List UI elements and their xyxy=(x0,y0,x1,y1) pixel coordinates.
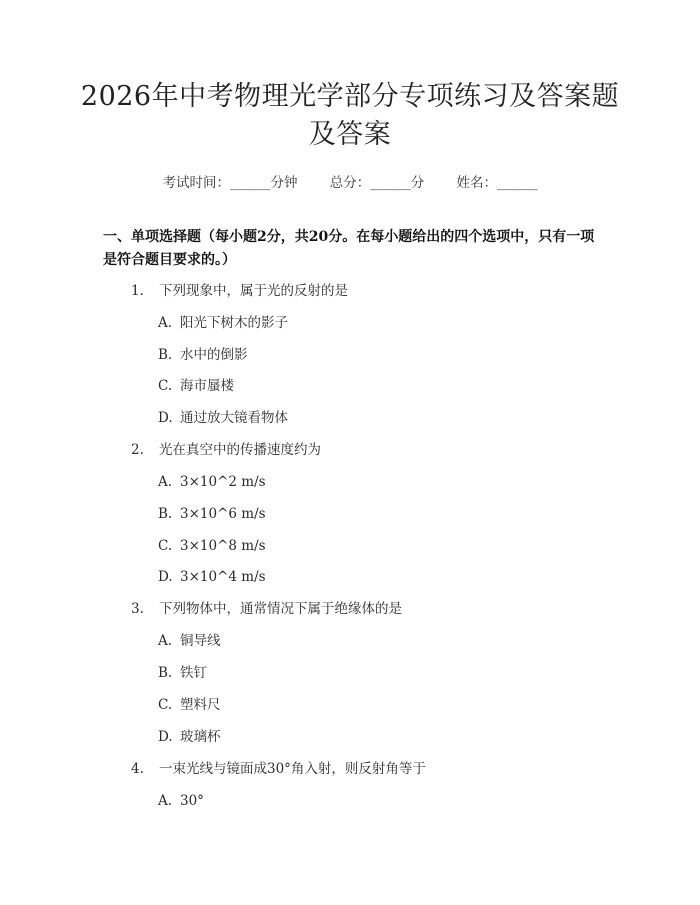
question-text: 下列现象中，属于光的反射的是 xyxy=(159,283,348,299)
title-line-2: 及答案 xyxy=(308,119,392,150)
student-name: 姓名：______ xyxy=(456,175,538,191)
total-score: 总分：______分 xyxy=(329,175,425,191)
document-title xyxy=(60,78,640,154)
question-2 xyxy=(131,440,321,460)
question-text: 光在真空中的传播速度约为 xyxy=(159,442,321,458)
question-4-option-a xyxy=(158,791,204,811)
exam-meta xyxy=(0,171,700,191)
option-text: 3×10^6 m/s xyxy=(180,506,266,522)
title-line-1: 2026年中考物理光学部分专项练习及答案题 xyxy=(80,81,620,112)
question-3 xyxy=(131,599,402,619)
question-3-option-d xyxy=(158,727,221,747)
question-number: 2. xyxy=(131,442,144,458)
question-number: 1. xyxy=(131,283,144,299)
question-1-option-d xyxy=(158,408,288,428)
option-text: 海市蜃楼 xyxy=(180,378,234,394)
option-letter: A. xyxy=(158,315,173,331)
option-text: 阳光下树木的影子 xyxy=(180,315,288,331)
question-1 xyxy=(131,281,348,301)
option-text: 通过放大镜看物体 xyxy=(180,410,288,426)
option-letter: D. xyxy=(158,729,173,745)
option-letter: A. xyxy=(158,474,173,490)
question-number: 4. xyxy=(131,761,144,777)
question-number: 3. xyxy=(131,601,144,617)
option-text: 铜导线 xyxy=(180,633,221,649)
option-letter: B. xyxy=(158,347,173,363)
option-letter: C. xyxy=(158,538,173,554)
question-text: 下列物体中，通常情况下属于绝缘体的是 xyxy=(159,601,402,617)
option-letter: C. xyxy=(158,378,173,394)
question-1-option-a xyxy=(158,313,288,333)
option-text: 30° xyxy=(180,793,204,809)
option-text: 玻璃杯 xyxy=(180,729,221,745)
section-heading: 一、单项选择题（每小题2分，共20分。在每小题给出的四个选项中，只有一项是符合题目要求的。） xyxy=(103,229,595,268)
option-text: 塑料尺 xyxy=(180,697,221,713)
option-letter: B. xyxy=(158,665,173,681)
question-3-option-a xyxy=(158,631,221,651)
option-text: 3×10^2 m/s xyxy=(180,474,266,490)
option-letter: B. xyxy=(158,506,173,522)
option-letter: A. xyxy=(158,633,173,649)
question-2-option-b xyxy=(158,504,266,524)
question-4 xyxy=(131,759,426,779)
question-3-option-c xyxy=(158,695,221,715)
question-2-option-a xyxy=(158,472,266,492)
question-1-option-b xyxy=(158,345,248,365)
question-2-option-c xyxy=(158,536,266,556)
option-text: 水中的倒影 xyxy=(180,347,248,363)
option-letter: A. xyxy=(158,793,173,809)
option-letter: D. xyxy=(158,569,173,585)
option-text: 铁钉 xyxy=(180,665,207,681)
exam-time: 考试时间：______分钟 xyxy=(162,175,298,191)
question-text: 一束光线与镜面成30°角入射，则反射角等于 xyxy=(159,761,426,777)
option-text: 3×10^4 m/s xyxy=(180,569,266,585)
question-1-option-c xyxy=(158,376,234,396)
question-2-option-d xyxy=(158,567,266,587)
option-text: 3×10^8 m/s xyxy=(180,538,266,554)
option-letter: D. xyxy=(158,410,173,426)
question-3-option-b xyxy=(158,663,207,683)
option-letter: C. xyxy=(158,697,173,713)
